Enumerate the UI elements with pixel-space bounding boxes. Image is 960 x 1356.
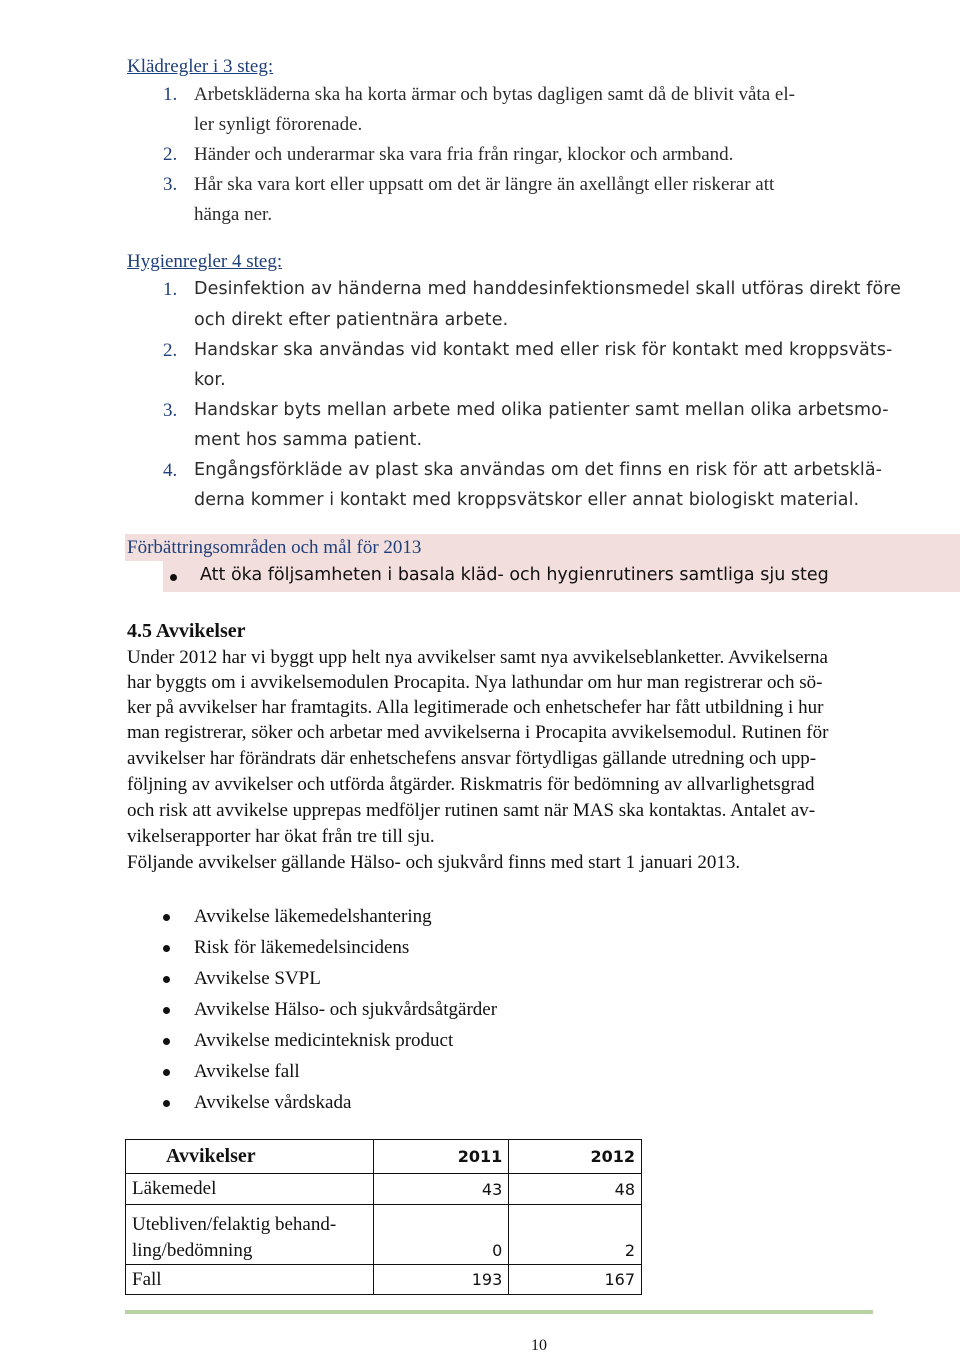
hygienregler-item-3-num: 3. bbox=[163, 400, 178, 421]
table-cell-2012: 48 bbox=[509, 1174, 642, 1205]
table-header-row bbox=[126, 1140, 642, 1174]
bullet-item-7: Avvikelse vårdskada bbox=[194, 1092, 352, 1113]
table-cell-2011: 0 bbox=[373, 1205, 509, 1265]
paragraph-line-3: ker på avvikelser har framtagits. Alla legitimerade och enhetschefer har fått utbildning i hur bbox=[127, 697, 824, 718]
hygienregler-item-3-line-1: Handskar byts mellan arbete med olika patienter samt mellan olika arbetsmo- bbox=[194, 400, 889, 420]
paragraph-line-4: man registrerar, söker och arbetar med avvikelserna i Procapita avvikelsemodul. Rutinen för bbox=[127, 722, 829, 743]
hygienregler-item-4-line-2: derna kommer i kontakt med kroppsvätskor eller annat biologiskt material. bbox=[194, 490, 860, 510]
hygienregler-title: Hygienregler 4 steg: bbox=[127, 251, 283, 272]
goals-title: Förbättringsområden och mål för 2013 bbox=[127, 537, 422, 558]
hygienregler-item-1-line-1: Desinfektion av händerna med handdesinfektionsmedel skall utföras direkt före bbox=[194, 279, 902, 299]
table-cell-2011: 43 bbox=[373, 1174, 509, 1205]
bullet-item-3: Avvikelse SVPL bbox=[194, 968, 321, 989]
bullet-dot-2 bbox=[163, 945, 170, 952]
bullet-dot-5 bbox=[163, 1038, 170, 1045]
paragraph-line-2: har byggts om i avvikelsemodulen Procapita. Nya lathundar om hur man registrerar och sö- bbox=[127, 672, 823, 693]
paragraph-line-1: Under 2012 har vi byggt upp helt nya avvikelser samt nya avvikelseblanketter. Avvikelserna bbox=[127, 647, 828, 668]
kladregler-item-3-num: 3. bbox=[163, 174, 178, 195]
table-row bbox=[126, 1265, 642, 1295]
table-cell-2011: 193 bbox=[373, 1265, 509, 1295]
table-cell-2012: 167 bbox=[509, 1265, 642, 1295]
kladregler-title: Klädregler i 3 steg: bbox=[127, 56, 274, 77]
bullet-dot-1 bbox=[163, 914, 170, 921]
kladregler-item-1-line-2: ler synligt förorenade. bbox=[194, 114, 363, 135]
hygienregler-item-4-line-1: Engångsförkläde av plast ska användas om det finns en risk för att arbetsklä- bbox=[194, 460, 883, 480]
paragraph-line-8: vikelserapporter har ökat från tre till sju. bbox=[127, 826, 435, 847]
hygienregler-item-3-line-2: ment hos samma patient. bbox=[194, 430, 423, 450]
section-heading bbox=[127, 620, 246, 643]
hygienregler-item-1-line-2: och direkt efter patientnära arbete. bbox=[194, 310, 509, 330]
section-heading-text: Avvikelser bbox=[155, 620, 246, 642]
bullet-item-4: Avvikelse Hälso- och sjukvårdsåtgärder bbox=[194, 999, 498, 1020]
kladregler-item-1-line-1: Arbetskläderna ska ha korta ärmar och bytas dagligen samt då de blivit våta el- bbox=[194, 84, 795, 105]
table-header-label: Avvikelser bbox=[126, 1140, 374, 1174]
bullet-item-1: Avvikelse läkemedelshantering bbox=[194, 906, 432, 927]
avvikelser-table bbox=[125, 1139, 642, 1295]
table-row-label: Fall bbox=[126, 1265, 374, 1295]
footer-rule bbox=[125, 1310, 873, 1314]
kladregler-item-3-line-2: hänga ner. bbox=[194, 204, 273, 225]
bullet-dot-3 bbox=[163, 976, 170, 983]
hygienregler-item-4-num: 4. bbox=[163, 460, 178, 481]
goals-bullet-text: Att öka följsamheten i basala kläd- och hygienrutiners samtliga sju steg bbox=[200, 565, 829, 585]
bullet-item-2: Risk för läkemedelsincidens bbox=[194, 937, 410, 958]
table-row bbox=[126, 1205, 642, 1265]
table-row-label: Läkemedel bbox=[126, 1174, 374, 1205]
table-row-label-line-2: ling/bedömning bbox=[132, 1239, 253, 1261]
goals-bullet-dot bbox=[170, 574, 177, 581]
paragraph-line-5: avvikelser har förändrats där enhetschefens ansvar förtydligas gällande utredning och upp- bbox=[127, 748, 817, 769]
table-row-label bbox=[126, 1205, 374, 1265]
section-heading-number: 4.5 bbox=[127, 620, 152, 642]
bullet-item-5: Avvikelse medicinteknisk product bbox=[194, 1030, 454, 1051]
following-line: Följande avvikelser gällande Hälso- och sjukvård finns med start 1 januari 2013. bbox=[127, 852, 741, 873]
table-header-2011: 2011 bbox=[373, 1140, 509, 1174]
hygienregler-item-2-line-1: Handskar ska användas vid kontakt med eller risk för kontakt med kroppsväts- bbox=[194, 340, 893, 360]
bullet-dot-4 bbox=[163, 1007, 170, 1014]
page-number: 10 bbox=[531, 1337, 547, 1354]
bullet-dot-7 bbox=[163, 1100, 170, 1107]
hygienregler-item-2-num: 2. bbox=[163, 340, 178, 361]
table-cell-2012: 2 bbox=[509, 1205, 642, 1265]
bullet-item-6: Avvikelse fall bbox=[194, 1061, 300, 1082]
paragraph-line-6: följning av avvikelser och utförda åtgärder. Riskmatris för bedömning av allvarlighetsgrad bbox=[127, 774, 815, 795]
paragraph-line-7: och risk att avvikelse upprepas medföljer rutinen samt när MAS ska kontaktas. Antalet av- bbox=[127, 800, 816, 821]
table-header-2012: 2012 bbox=[509, 1140, 642, 1174]
kladregler-item-3-line-1: Hår ska vara kort eller uppsatt om det är längre än axellångt eller riskerar att bbox=[194, 174, 775, 195]
kladregler-item-1-num: 1. bbox=[163, 84, 178, 105]
hygienregler-item-2-line-2: kor. bbox=[194, 370, 226, 390]
kladregler-item-2-num: 2. bbox=[163, 144, 178, 165]
kladregler-item-2-line-1: Händer och underarmar ska vara fria från ringar, klockor och armband. bbox=[194, 144, 734, 165]
table-row-label-line-1: Utebliven/felaktig behand- bbox=[132, 1213, 337, 1235]
hygienregler-item-1-num: 1. bbox=[163, 279, 178, 300]
table-row bbox=[126, 1174, 642, 1205]
bullet-dot-6 bbox=[163, 1069, 170, 1076]
